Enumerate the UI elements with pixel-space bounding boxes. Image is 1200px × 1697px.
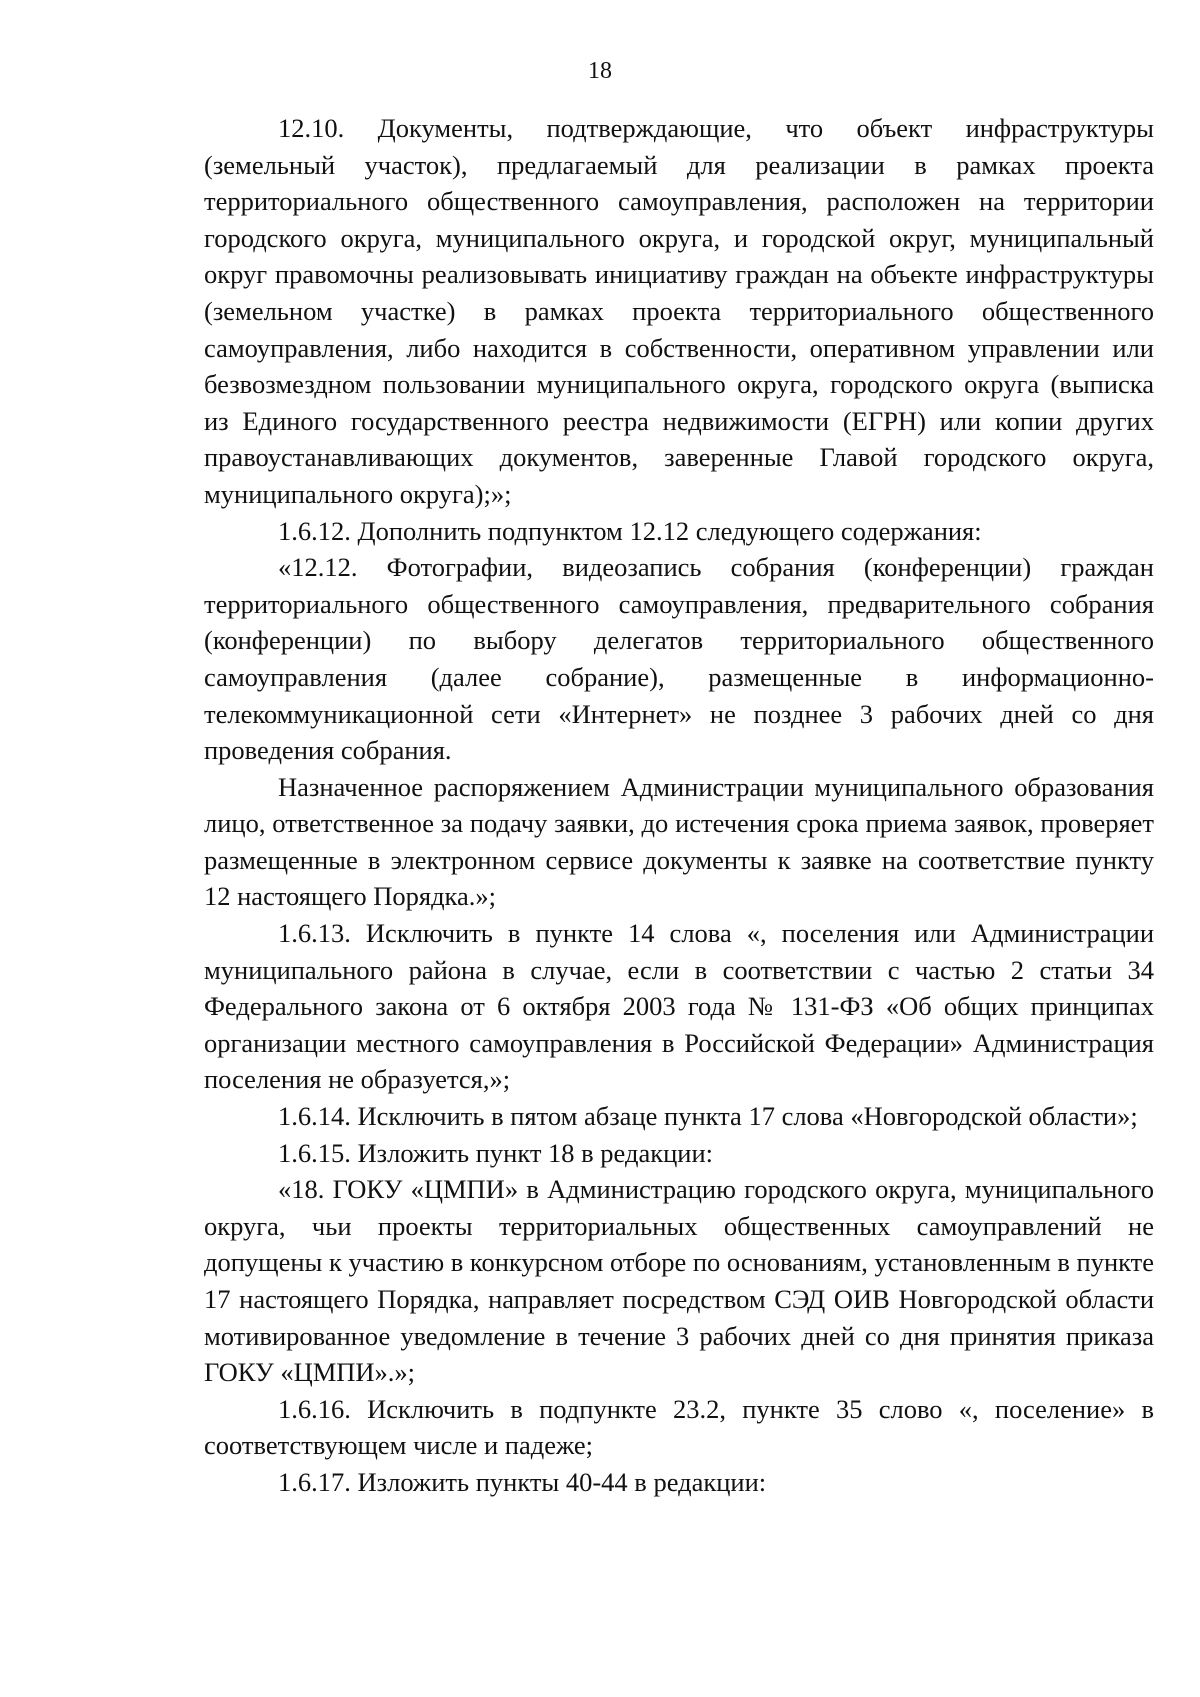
paragraph-1-6-16: 1.6.16. Исключить в подпункте 23.2, пункте 35 слово «, поселение» в соответствующем числе и падеже; <box>204 1393 1154 1461</box>
paragraph-1-6-17: 1.6.17. Изложить пункты 40-44 в редакции: <box>278 1466 767 1497</box>
paragraph-1-6-15: 1.6.15. Изложить пункт 18 в редакции: <box>278 1137 713 1168</box>
paragraph-12-12: «12.12. Фотографии, видеозапись собрания (конференции) граждан территориального общественного самоуправления, предварительного собрания (конференции) по выбору делегатов территориального общественного самоуправления (далее собрание), размещенные в информационно-телекоммуникационной сети «Интернет» не позднее 3 рабочих дней со дня проведения собрания. <box>204 552 1154 766</box>
paragraph-responsible-person: Назначенное распоряжением Администрации муниципального образования лицо, ответственное за подачу заявки, до истечения срока приема заявок, проверяет размещенные в электронном сервисе документы к заявке на соответствие пункту 12 настоящего Порядка.»; <box>204 771 1154 912</box>
document-body <box>204 110 1154 1501</box>
paragraph-12-10: 12.10. Документы, подтверждающие, что объект инфраструктуры (земельный участок), предлагаемый для реализации в рамках проекта территориального общественного самоуправления, расположен на территории городского округа, муниципального округа, и городской округ, муниципальный округ правомочны реализовывать инициативу граждан на объекте инфраструктуры (земельном участке) в рамках проекта территориального общественного самоуправления, либо находится в собственности, оперативном управлении или безвозмездном пользовании муниципального округа, городского округа (выписка из Единого государственного реестра недвижимости (ЕГРН) или копии других правоустанавливающих документов, заверенные Главой городского округа, муниципального округа);»; <box>204 113 1154 509</box>
page-number: 18 <box>588 58 612 84</box>
paragraph-1-6-12: 1.6.12. Дополнить подпунктом 12.12 следующего содержания: <box>278 515 982 546</box>
paragraph-1-6-14: 1.6.14. Исключить в пятом абзаце пункта 17 слова «Новгородской области»; <box>278 1101 1138 1132</box>
paragraph-1-6-13: 1.6.13. Исключить в пункте 14 слова «, поселения или Администрации муниципального района в случае, если в соответствии с частью 2 статьи 34 Федерального закона от 6 октября 2003 года № 131-ФЗ «Об общих принципах организации местного самоуправления в Российской Федерации» Администрация поселения не образуется,»; <box>204 918 1154 1095</box>
paragraph-18: «18. ГОКУ «ЦМПИ» в Администрацию городского округа, муниципального округа, чьи проекты территориальных общественных самоуправлений не допущены к участию в конкурсном отборе по основаниям, установленным в пункте 17 настоящего Порядка, направляет посредством СЭД ОИВ Новгородской области мотивированное уведомление в течение 3 рабочих дней со дня принятия приказа ГОКУ «ЦМПИ».»; <box>204 1174 1154 1388</box>
